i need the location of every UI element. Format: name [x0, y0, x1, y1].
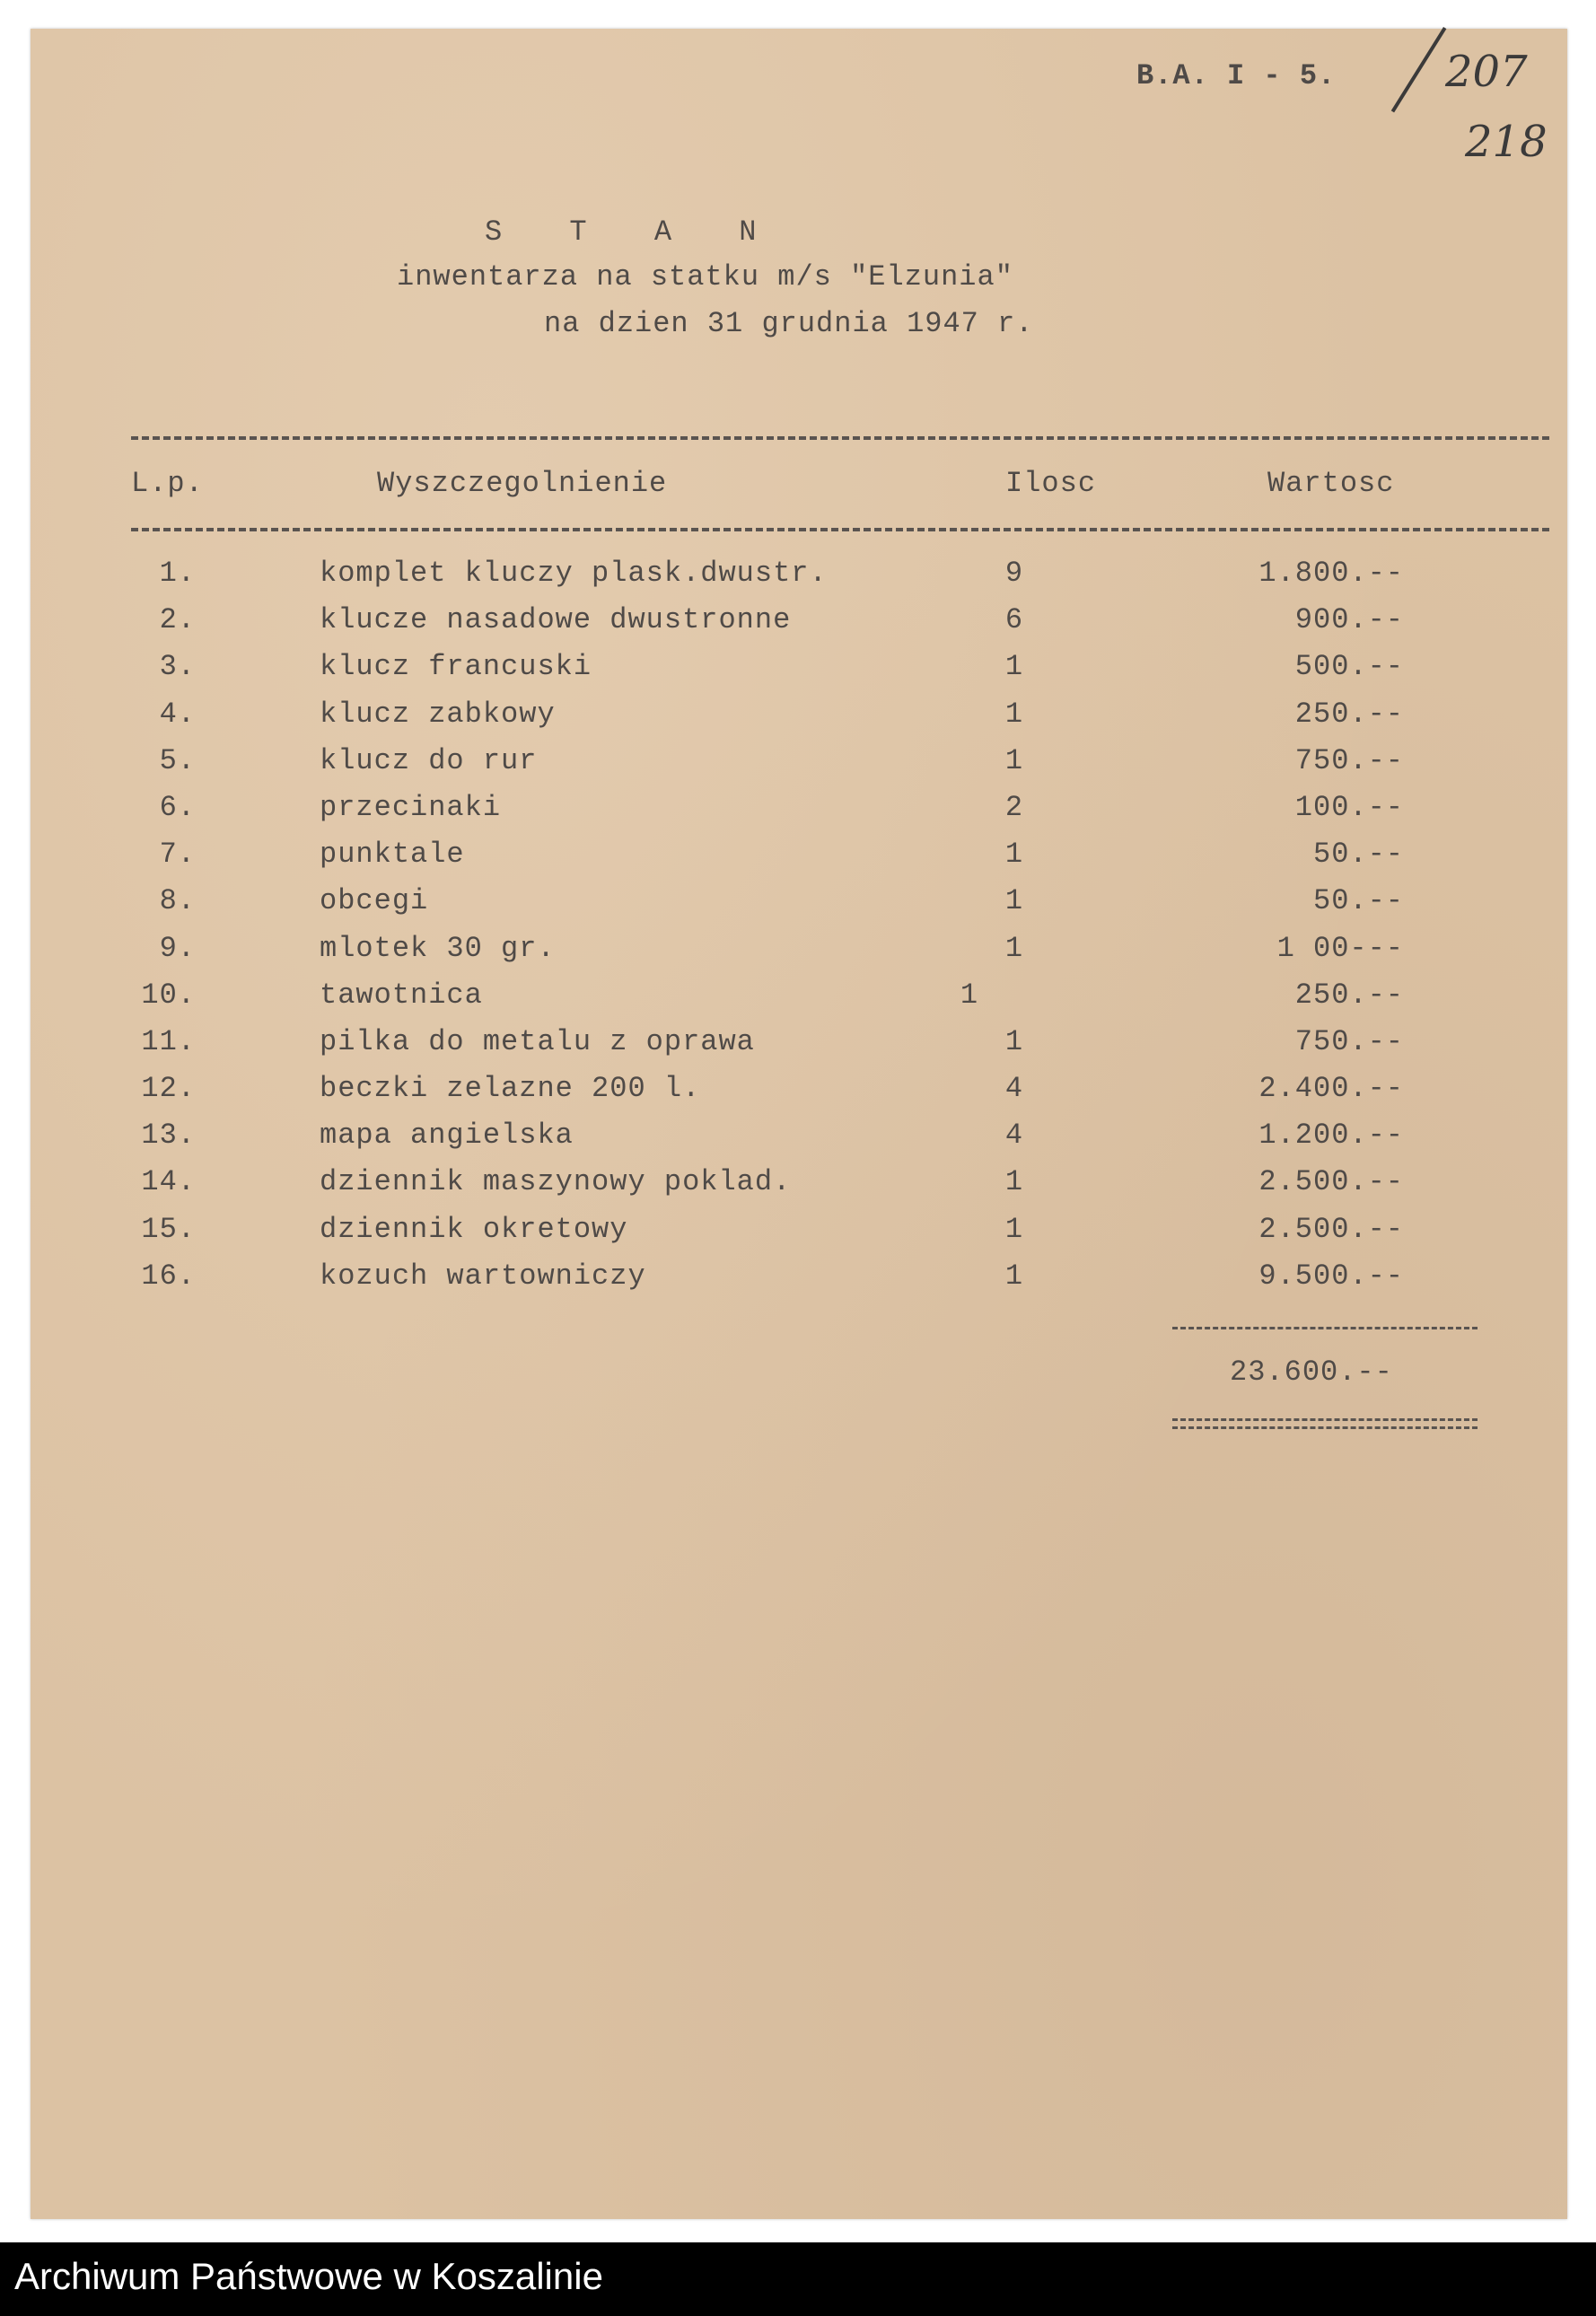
row-value: 50.--: [1312, 884, 1404, 918]
document-title: S T A N: [485, 215, 782, 249]
column-header-description: Wyszczegolnienie: [377, 467, 668, 500]
row-description: klucz francuski: [320, 650, 592, 684]
row-value: 900.--: [1294, 603, 1404, 637]
row-description: mlotek 30 gr.: [320, 931, 556, 965]
row-description: beczki zelazne 200 l.: [320, 1072, 701, 1106]
row-value: 750.--: [1294, 1024, 1404, 1058]
row-number: 13.: [141, 1119, 196, 1153]
row-description: mapa angielska: [320, 1119, 574, 1153]
table-header-rule: [131, 528, 1549, 531]
row-number: 7.: [159, 838, 196, 872]
row-quantity: 6: [1004, 603, 1024, 637]
folio-number-new: 218: [1465, 117, 1548, 167]
table-row: [0, 1072, 1596, 1119]
row-quantity: 1: [1004, 838, 1024, 872]
row-value: 100.--: [1294, 790, 1404, 824]
row-quantity: 1: [1004, 1165, 1024, 1199]
table-row: [0, 744, 1596, 791]
inventory-table-body: [0, 557, 1596, 1306]
row-quantity: 2: [1004, 790, 1024, 824]
row-description: klucz do rur: [320, 743, 538, 777]
document-subtitle-line2: na dzien 31 grudnia 1947 r.: [544, 307, 1034, 340]
table-row: [0, 557, 1596, 603]
row-quantity: 9: [1004, 557, 1024, 590]
column-header-value: Wartosc: [1267, 467, 1395, 500]
row-description: dziennik okretowy: [320, 1212, 628, 1246]
row-value: 250.--: [1294, 697, 1404, 731]
row-number: 1.: [159, 557, 196, 590]
row-quantity: 4: [1004, 1072, 1024, 1106]
row-number: 14.: [141, 1165, 196, 1199]
column-header-lp: L.p.: [131, 467, 204, 500]
row-quantity: 1: [1004, 1259, 1024, 1293]
row-number: 15.: [141, 1212, 196, 1246]
row-quantity: 4: [1004, 1119, 1024, 1153]
row-description: pilka do metalu z oprawa: [320, 1024, 755, 1058]
table-row: [0, 697, 1596, 744]
row-value: 50.--: [1312, 838, 1404, 872]
row-number: 11.: [141, 1024, 196, 1058]
row-quantity: 1: [1004, 1212, 1024, 1246]
row-quantity: 1: [1004, 1024, 1024, 1058]
table-row: [0, 884, 1596, 931]
table-row: [0, 932, 1596, 978]
row-number: 3.: [159, 650, 196, 684]
row-value: 9.500.--: [1258, 1259, 1404, 1293]
row-description: punktale: [320, 838, 465, 872]
row-number: 2.: [159, 603, 196, 637]
total-double-underline: [1172, 1418, 1478, 1429]
row-value: 2.500.--: [1258, 1212, 1404, 1246]
row-description: dziennik maszynowy poklad.: [320, 1165, 792, 1199]
row-number: 4.: [159, 697, 196, 731]
row-quantity: 1: [1004, 884, 1024, 918]
table-row: [0, 603, 1596, 650]
table-row: [0, 838, 1596, 884]
row-value: 500.--: [1294, 650, 1404, 684]
table-row: [0, 1259, 1596, 1306]
reference-code: B.A. I - 5.: [1136, 59, 1337, 92]
table-row: [0, 791, 1596, 838]
table-row: [0, 1165, 1596, 1212]
row-number: 6.: [159, 790, 196, 824]
row-description: komplet kluczy plask.dwustr.: [320, 557, 828, 590]
row-description: kozuch wartowniczy: [320, 1259, 646, 1293]
row-number: 8.: [159, 884, 196, 918]
row-description: klucz zabkowy: [320, 697, 556, 731]
row-description: klucze nasadowe dwustronne: [320, 603, 792, 637]
row-value: 1.200.--: [1258, 1119, 1404, 1153]
row-value: 250.--: [1294, 978, 1404, 1012]
archive-footer-bar: [0, 2242, 1596, 2316]
row-description: tawotnica: [320, 978, 483, 1012]
row-value: 1 00---: [1276, 931, 1404, 965]
row-value: 2.400.--: [1258, 1072, 1404, 1106]
archive-name: Archiwum Państwowe w Koszalinie: [14, 2255, 603, 2297]
total-value: 23.600.--: [1230, 1355, 1393, 1389]
row-description: przecinaki: [320, 790, 502, 824]
row-number: 12.: [141, 1072, 196, 1106]
row-value: 1.800.--: [1258, 557, 1404, 590]
table-row: [0, 1025, 1596, 1072]
row-value: 750.--: [1294, 743, 1404, 777]
row-quantity: 1: [1004, 650, 1024, 684]
table-row: [0, 1119, 1596, 1165]
table-row: [0, 1213, 1596, 1259]
folio-number-old: 207: [1445, 47, 1528, 97]
row-value: 2.500.--: [1258, 1165, 1404, 1199]
table-top-rule: [131, 436, 1549, 440]
row-description: obcegi: [320, 884, 429, 918]
row-quantity: 1: [960, 978, 979, 1012]
row-quantity: 1: [1004, 931, 1024, 965]
row-quantity: 1: [1004, 697, 1024, 731]
row-quantity: 1: [1004, 743, 1024, 777]
row-number: 9.: [159, 931, 196, 965]
row-number: 10.: [141, 978, 196, 1012]
column-header-quantity: Ilosc: [1005, 467, 1097, 500]
table-row: [0, 650, 1596, 697]
row-number: 5.: [159, 743, 196, 777]
row-number: 16.: [141, 1259, 196, 1293]
table-row: [0, 978, 1596, 1025]
total-separator-line: [1172, 1327, 1478, 1329]
document-subtitle-line1: inwentarza na statku m/s "Elzunia": [397, 260, 1013, 294]
